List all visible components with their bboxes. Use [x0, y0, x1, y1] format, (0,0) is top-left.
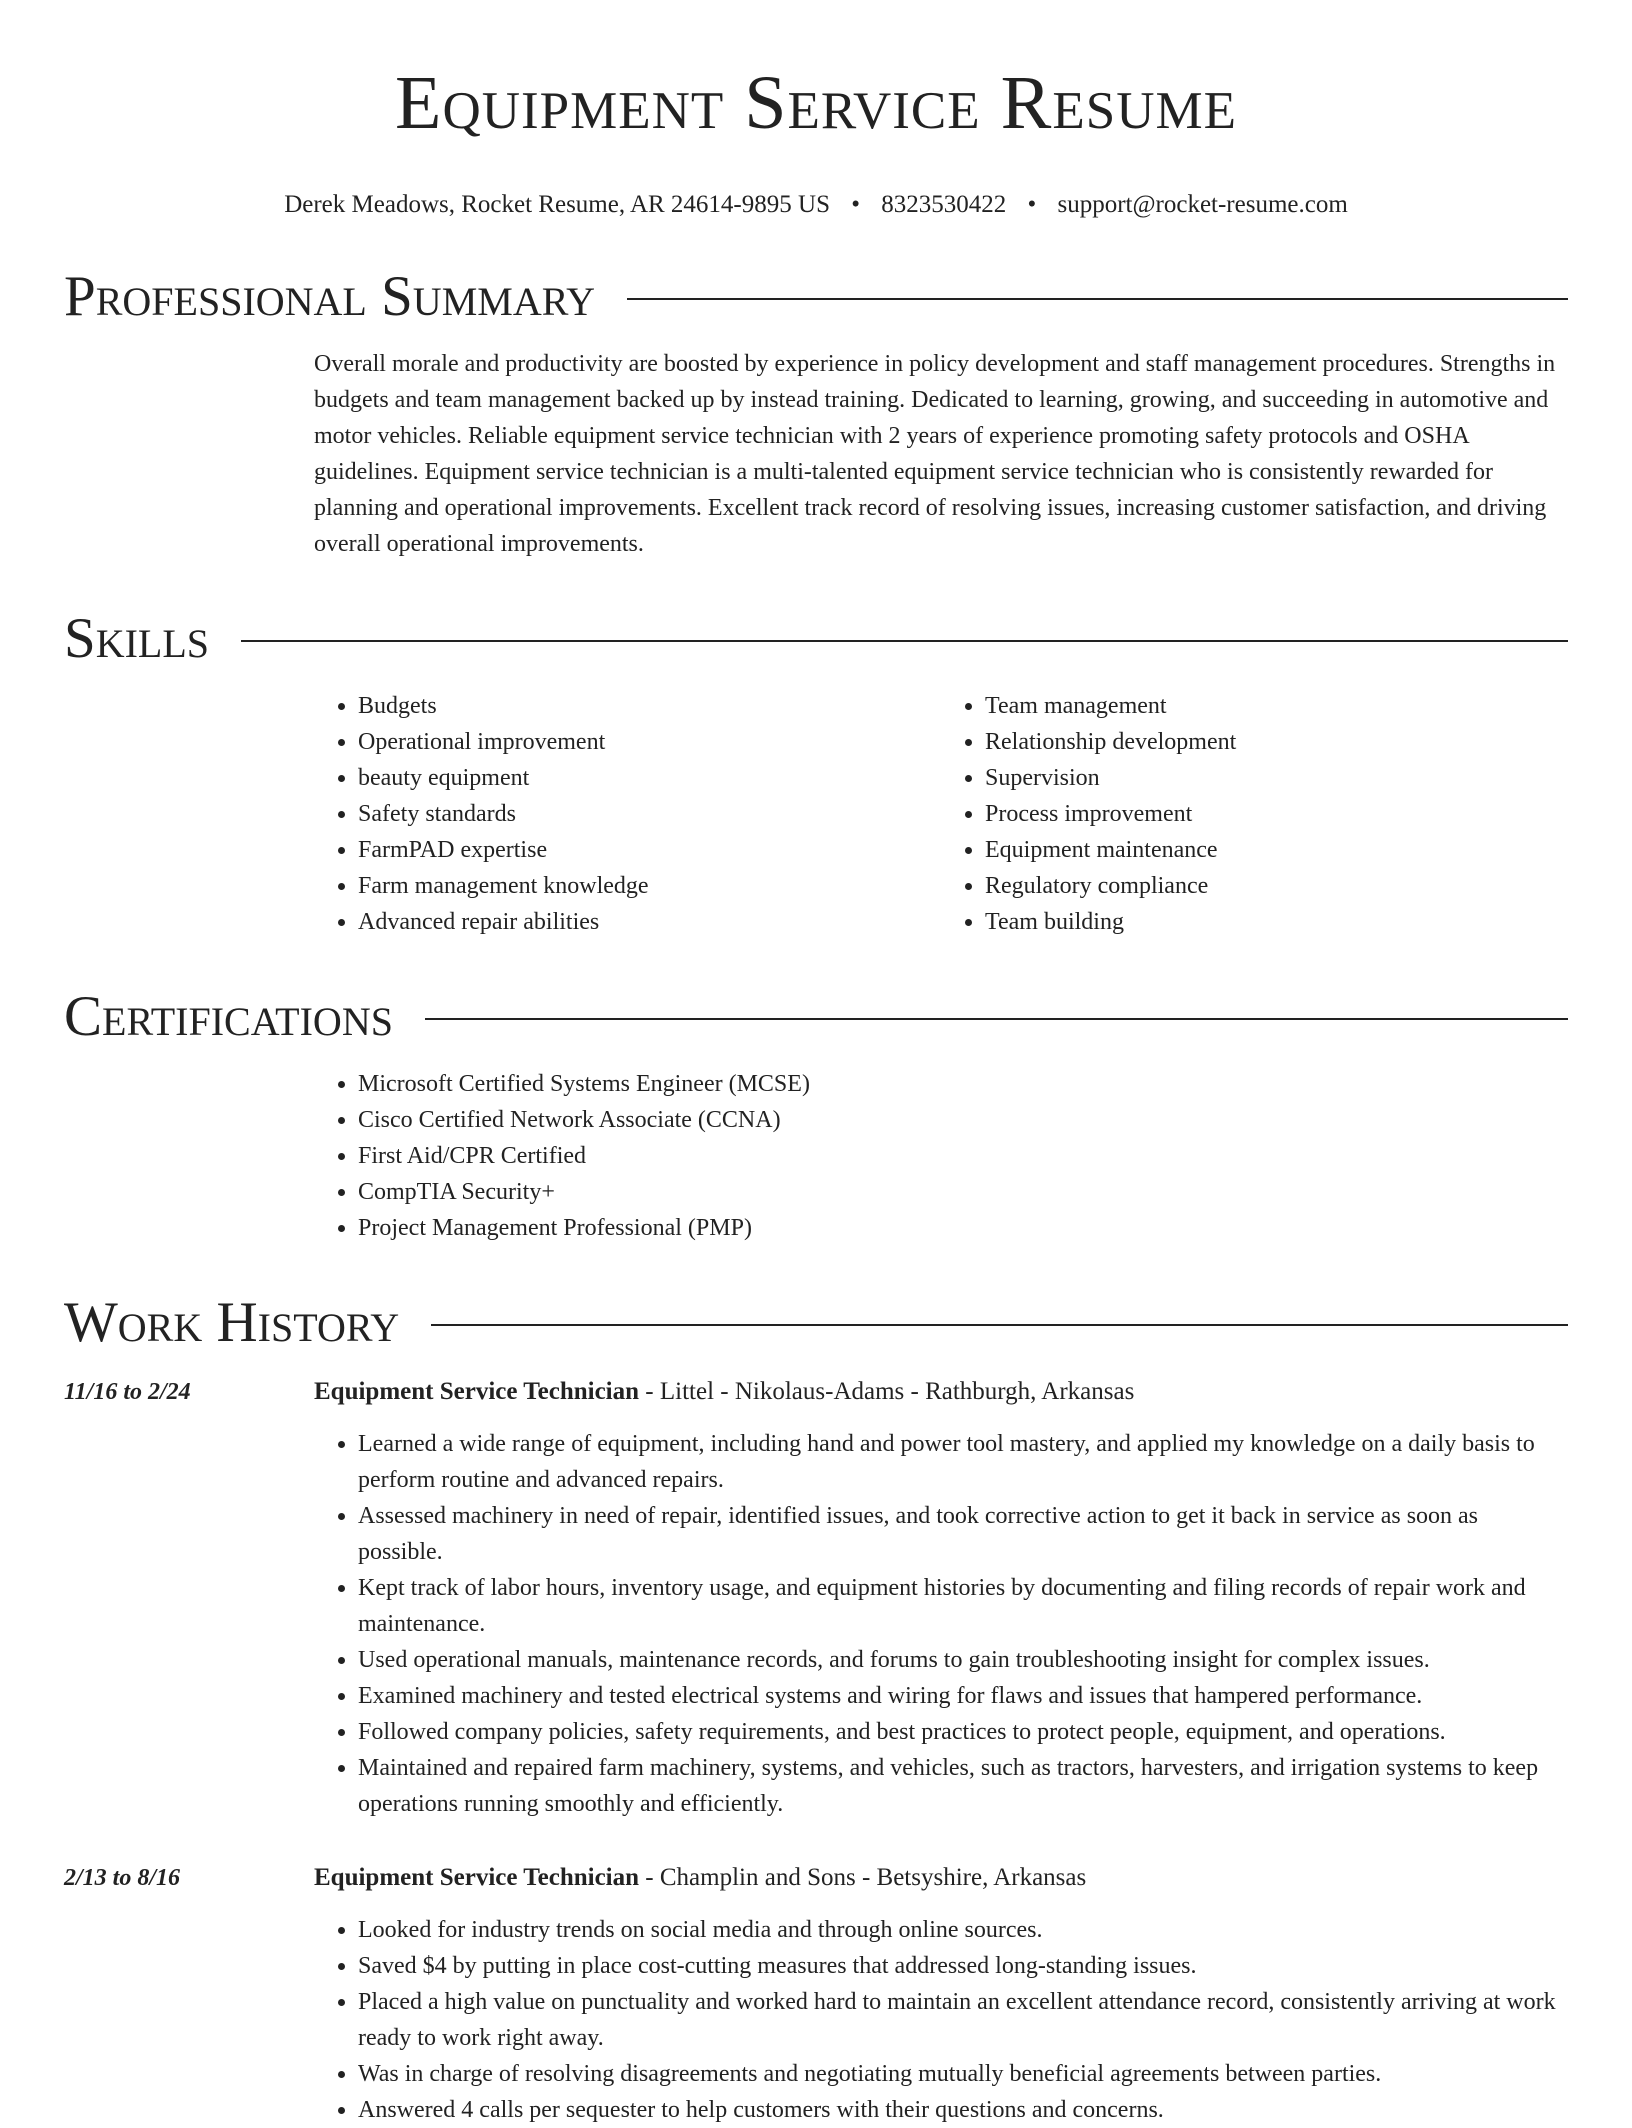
- work-history-section-header: [64, 1290, 1568, 1356]
- certification-item: • First Aid/CPR Certified: [358, 1138, 1568, 1174]
- skill-item: • Equipment maintenance: [985, 832, 1568, 868]
- skill-item: • Team building: [985, 904, 1568, 940]
- contact-phone: 8323530422: [881, 191, 1007, 218]
- summary-heading: Professional Summary: [64, 265, 596, 328]
- job-dates: 11/16 to 2/24: [64, 1379, 191, 1405]
- skill-item: • FarmPAD expertise: [358, 832, 941, 868]
- bullet-separator: •: [1027, 191, 1037, 218]
- contact-address: Derek Meadows, Rocket Resume, AR 24614-9895 US: [284, 191, 830, 218]
- job-duties-list: [314, 1426, 1568, 1822]
- summary-section-header: [64, 264, 1568, 330]
- job-employer: - Champlin and Sons - Betsyshire, Arkansas: [639, 1864, 1087, 1891]
- job-duty: • Answered 4 calls per sequester to help customers with their questions and concerns.: [358, 2092, 1568, 2128]
- skill-item: • Operational improvement: [358, 724, 941, 760]
- certification-item: • Project Management Professional (PMP): [358, 1210, 1568, 1246]
- skill-item: • Safety standards: [358, 796, 941, 832]
- certifications-section-header: [64, 984, 1568, 1050]
- job-dates: 2/13 to 8/16: [64, 1865, 181, 1891]
- certifications-list: [314, 1066, 1568, 1246]
- job-duty: • Kept track of labor hours, inventory usage, and equipment histories by documenting and filing records of repair work and maintenance.: [358, 1570, 1568, 1642]
- job-duty: • Assessed machinery in need of repair, identified issues, and took corrective action to get it back in service as soon as possible.: [358, 1498, 1568, 1570]
- skill-item: • Advanced repair abilities: [358, 904, 941, 940]
- section-divider: [627, 298, 1568, 300]
- contact-email: support@rocket-resume.com: [1057, 191, 1348, 218]
- job-detail: [314, 1860, 1568, 2128]
- skills-list-left: [314, 688, 941, 940]
- skill-item: • Budgets: [358, 688, 941, 724]
- resume-title: Equipment Service Resume: [395, 61, 1237, 145]
- job-role-line: [314, 1860, 1568, 1896]
- job-employer: - Littel - Nikolaus-Adams - Rathburgh, Arkansas: [639, 1378, 1135, 1405]
- section-divider: [431, 1324, 1568, 1326]
- certifications-block: [314, 1066, 1568, 1246]
- skills-heading: Skills: [64, 607, 210, 670]
- job-duty: • Followed company policies, safety requirements, and best practices to protect people, equipment, and operations.: [358, 1714, 1568, 1750]
- job-duty: • Learned a wide range of equipment, including hand and power tool mastery, and applied my knowledge on a daily basis to perform routine and advanced repairs.: [358, 1426, 1568, 1498]
- job-role-line: [314, 1374, 1568, 1410]
- certification-item: • Cisco Certified Network Associate (CCNA): [358, 1102, 1568, 1138]
- skills-grid: [314, 688, 1568, 940]
- section-divider: [241, 640, 1568, 642]
- job-duties-list: [314, 1912, 1568, 2128]
- certification-item: • Microsoft Certified Systems Engineer (MCSE): [358, 1066, 1568, 1102]
- section-divider: [425, 1018, 1568, 1020]
- skills-section-header: [64, 606, 1568, 672]
- work-history-heading: Work History: [64, 1291, 400, 1354]
- certifications-heading: Certifications: [64, 985, 393, 1048]
- job-duty: • Examined machinery and tested electrical systems and wiring for flaws and issues that hampered performance.: [358, 1678, 1568, 1714]
- skill-item: • Regulatory compliance: [985, 868, 1568, 904]
- contact-line: [64, 190, 1568, 220]
- skill-item: • Process improvement: [985, 796, 1568, 832]
- job-detail: [314, 1374, 1568, 1822]
- job-duty: • Maintained and repaired farm machinery, systems, and vehicles, such as tractors, harvesters, and irrigation systems to keep operations running smoothly and efficiently.: [358, 1750, 1568, 1822]
- skills-list-right: [941, 688, 1568, 940]
- job-duty: • Saved $4 by putting in place cost-cutting measures that addressed long-standing issues.: [358, 1948, 1568, 1984]
- skill-item: • Relationship development: [985, 724, 1568, 760]
- job-title: Equipment Service Technician: [314, 1864, 640, 1891]
- job-entry: [64, 1374, 1568, 1822]
- summary-text: Overall morale and productivity are boosted by experience in policy development and staff management procedures. Strengths in budgets and team management backed up by instead training. Dedicated to learning, growing, and succeeding in automotive and motor vehicles. Reliable equipment service technician with 2 years of experience promoting safety protocols and OSHA guidelines. Equipment service technician is a multi-talented equipment service technician who is consistently rewarded for planning and operational improvements. Excellent track record of resolving issues, increasing customer satisfaction, and driving overall operational improvements.: [314, 351, 1556, 557]
- job-duty: • Looked for industry trends on social media and through online sources.: [358, 1912, 1568, 1948]
- certification-item: • CompTIA Security+: [358, 1174, 1568, 1210]
- job-duty: • Used operational manuals, maintenance records, and forums to gain troubleshooting insight for complex issues.: [358, 1642, 1568, 1678]
- job-entry: [64, 1860, 1568, 2128]
- skill-item: • Team management: [985, 688, 1568, 724]
- skill-item: • beauty equipment: [358, 760, 941, 796]
- bullet-separator: •: [851, 191, 860, 218]
- job-duty: • Placed a high value on punctuality and worked hard to maintain an excellent attendance record, consistently arriving at work ready to work right away.: [358, 1984, 1568, 2056]
- skill-item: • Supervision: [985, 760, 1568, 796]
- job-duty: • Was in charge of resolving disagreements and negotiating mutually beneficial agreements between parties.: [358, 2056, 1568, 2092]
- skill-item: • Farm management knowledge: [358, 868, 941, 904]
- job-title: Equipment Service Technician: [314, 1378, 640, 1405]
